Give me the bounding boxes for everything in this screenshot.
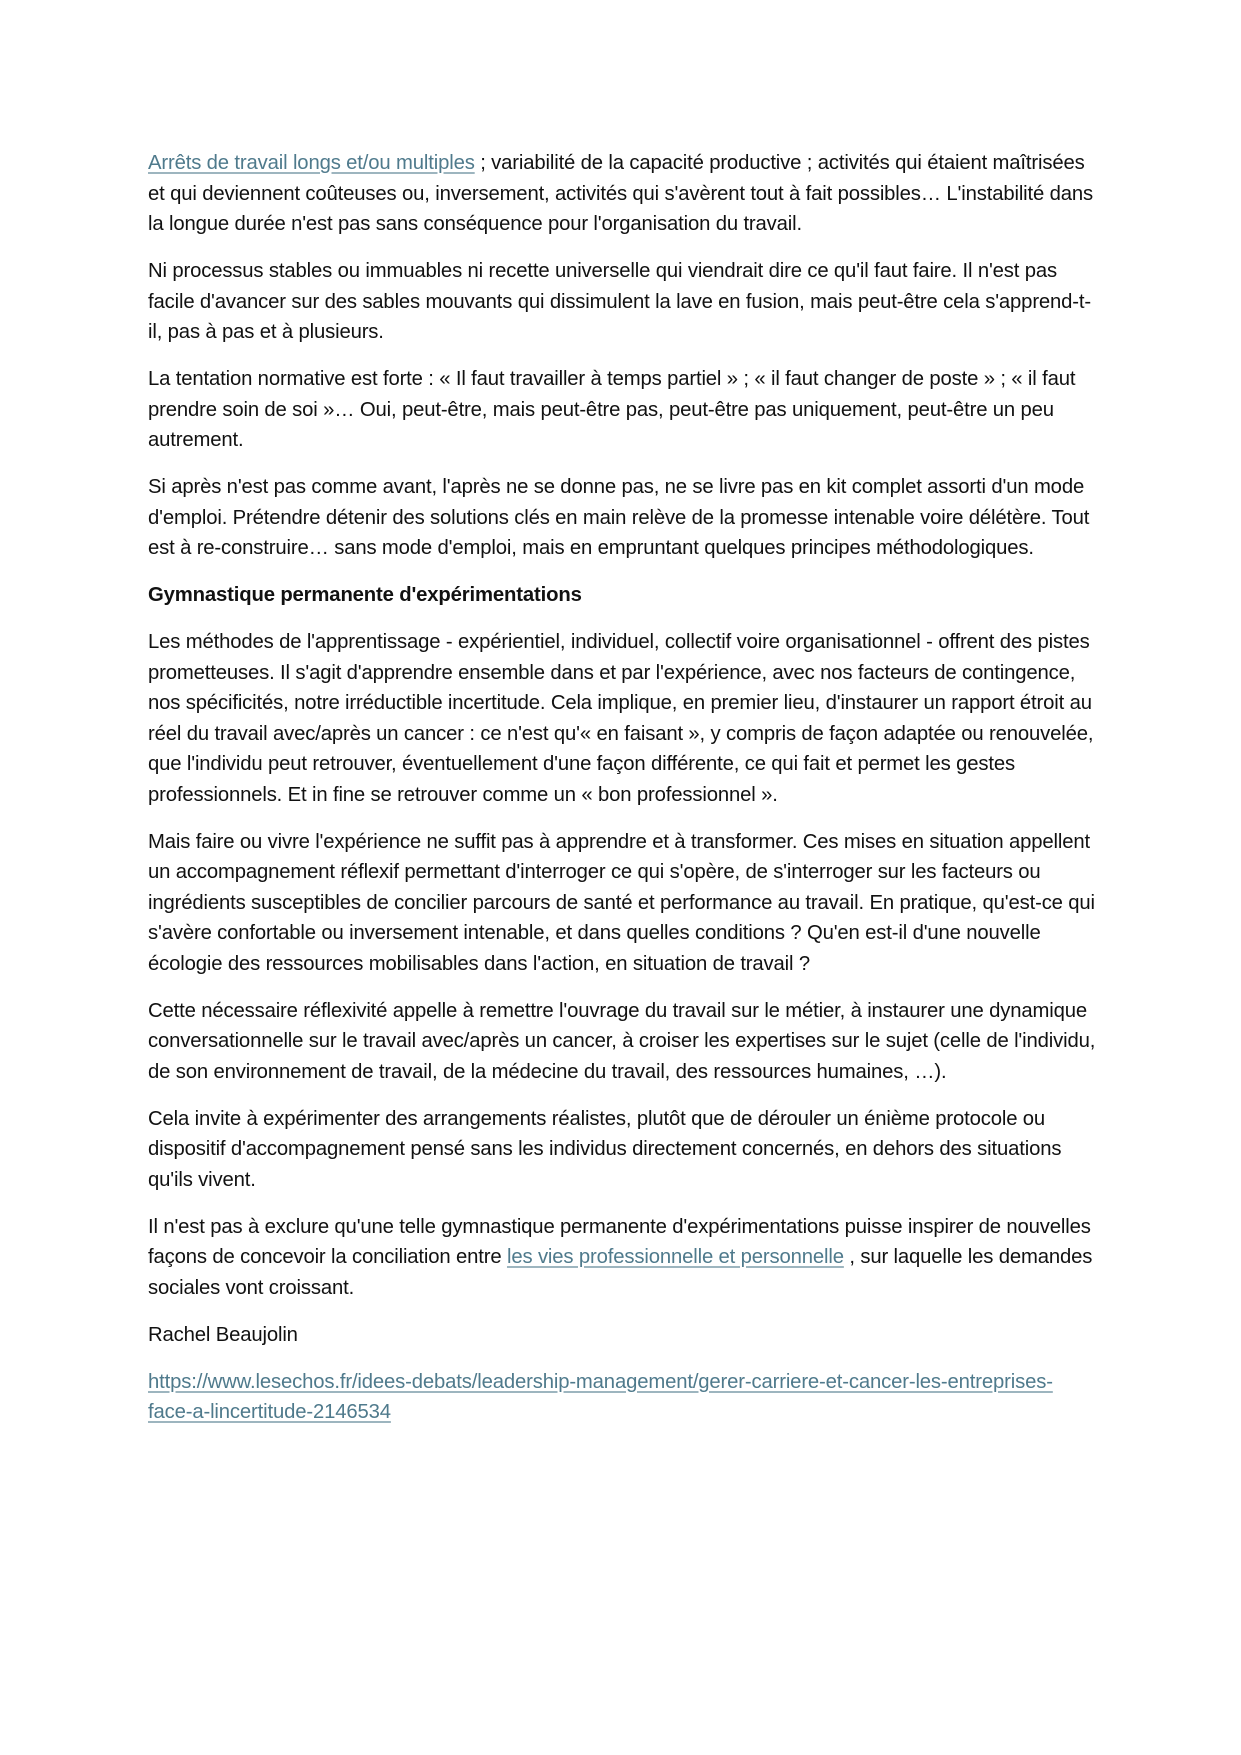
source-url-paragraph xyxy=(148,1367,1096,1428)
source-url-link[interactable]: https://www.lesechos.fr/idees-debats/leadership-management/gerer-carriere-et-cancer-les-entreprises-face-a-lincertitude-2146534 xyxy=(148,1370,1053,1423)
paragraph-6: Mais faire ou vivre l'expérience ne suffit pas à apprendre et à transformer. Ces mises en situation appellent un accompagnement réflexif permettant d'interroger ce qui s'opère, de s'interroger sur les facteurs ou ingrédients susceptibles de concilier parcours de santé et performance au travail. En pratique, qu'est-ce qui s'avère confortable ou inversement intenable, et dans quelles conditions ? Qu'en est-il d'une nouvelle écologie des ressources mobilisables dans l'action, en situation de travail ? xyxy=(148,830,1095,975)
paragraph-3: La tentation normative est forte : « Il faut travailler à temps partiel » ; « il faut changer de poste » ; « il faut prendre soin de soi »… Oui, peut-être, mais peut-être pas, peut-être pas uniquement, peut-être un peu autrement. xyxy=(148,368,1076,451)
paragraph-8: Cela invite à expérimenter des arrangements réalistes, plutôt que de dérouler un énième protocole ou dispositif d'accompagnement pensé sans les individus directement concernés, en dehors des situations qu'ils vivent. xyxy=(148,1107,1062,1191)
paragraph-9-text-before: Il n'est pas à exclure qu'une telle gymnastique permanente d'expérimentations puisse inspirer de nouvelles façons de concevoir la conciliation entre xyxy=(148,1215,1091,1268)
link-arrets-de-travail[interactable]: Arrêts de travail longs et/ou multiples xyxy=(148,152,475,174)
paragraph-5: Les méthodes de l'apprentissage - expérientiel, individuel, collectif voire organisationnel - offrent des pistes prometteuses. Il s'agit d'apprendre ensemble dans et par l'expérience, avec nos facteurs de contingence, nos spécificités, notre irréductible incertitude. Cela implique, en premier lieu, d'instaurer un rapport étroit au réel du travail avec/après un cancer : ce n'est qu'« en faisant », y compris de façon adaptée ou renouvelée, que l'individu peut retrouver, éventuellement d'une façon différente, ce qui fait et permet les gestes professionnels. Et in fine se retrouver comme un « bon professionnel ». xyxy=(148,631,1094,806)
paragraph-9-text-after: , sur laquelle les demandes sociales vont croissant. xyxy=(148,1246,1093,1299)
paragraph-1 xyxy=(148,148,1096,240)
link-vies-professionnelle-personnelle[interactable]: les vies professionnelle et personnelle xyxy=(506,1246,844,1268)
paragraph-1-text: ; variabilité de la capacité productive ; activités qui étaient maîtrisées et qui deviennent coûteuses ou, inversement, activités qui s'avèrent tout à fait possibles… L'instabilité dans la longue durée n'est pas sans conséquence pour l'organisation du travail. xyxy=(148,152,1094,235)
document-page xyxy=(148,148,1096,1444)
paragraph-4: Si après n'est pas comme avant, l'après ne se donne pas, ne se livre pas en kit complet assorti d'un mode d'emploi. Prétendre détenir des solutions clés en main relève de la promesse intenable voire délétère. Tout est à re-construire… sans mode d'emploi, mais en empruntant quelques principes méthodologiques. xyxy=(148,476,1090,559)
author-signature: Rachel Beaujolin xyxy=(148,1323,298,1346)
paragraph-7: Cette nécessaire réflexivité appelle à remettre l'ouvrage du travail sur le métier, à instaurer une dynamique conversationnelle sur le travail avec/après un cancer, à croiser les expertises sur le sujet (celle de l'individu, de son environnement de travail, de la médecine du travail, des ressources humaines, …). xyxy=(148,999,1096,1083)
paragraph-2: Ni processus stables ou immuables ni recette universelle qui viendrait dire ce qu'il faut faire. Il n'est pas facile d'avancer sur des sables mouvants qui dissimulent la lave en fusion, mais peut-être cela s'apprend-t-il, pas à pas et à plusieurs. xyxy=(148,260,1092,343)
section-heading: Gymnastique permanente d'expérimentations xyxy=(148,584,582,606)
paragraph-9 xyxy=(148,1212,1096,1304)
